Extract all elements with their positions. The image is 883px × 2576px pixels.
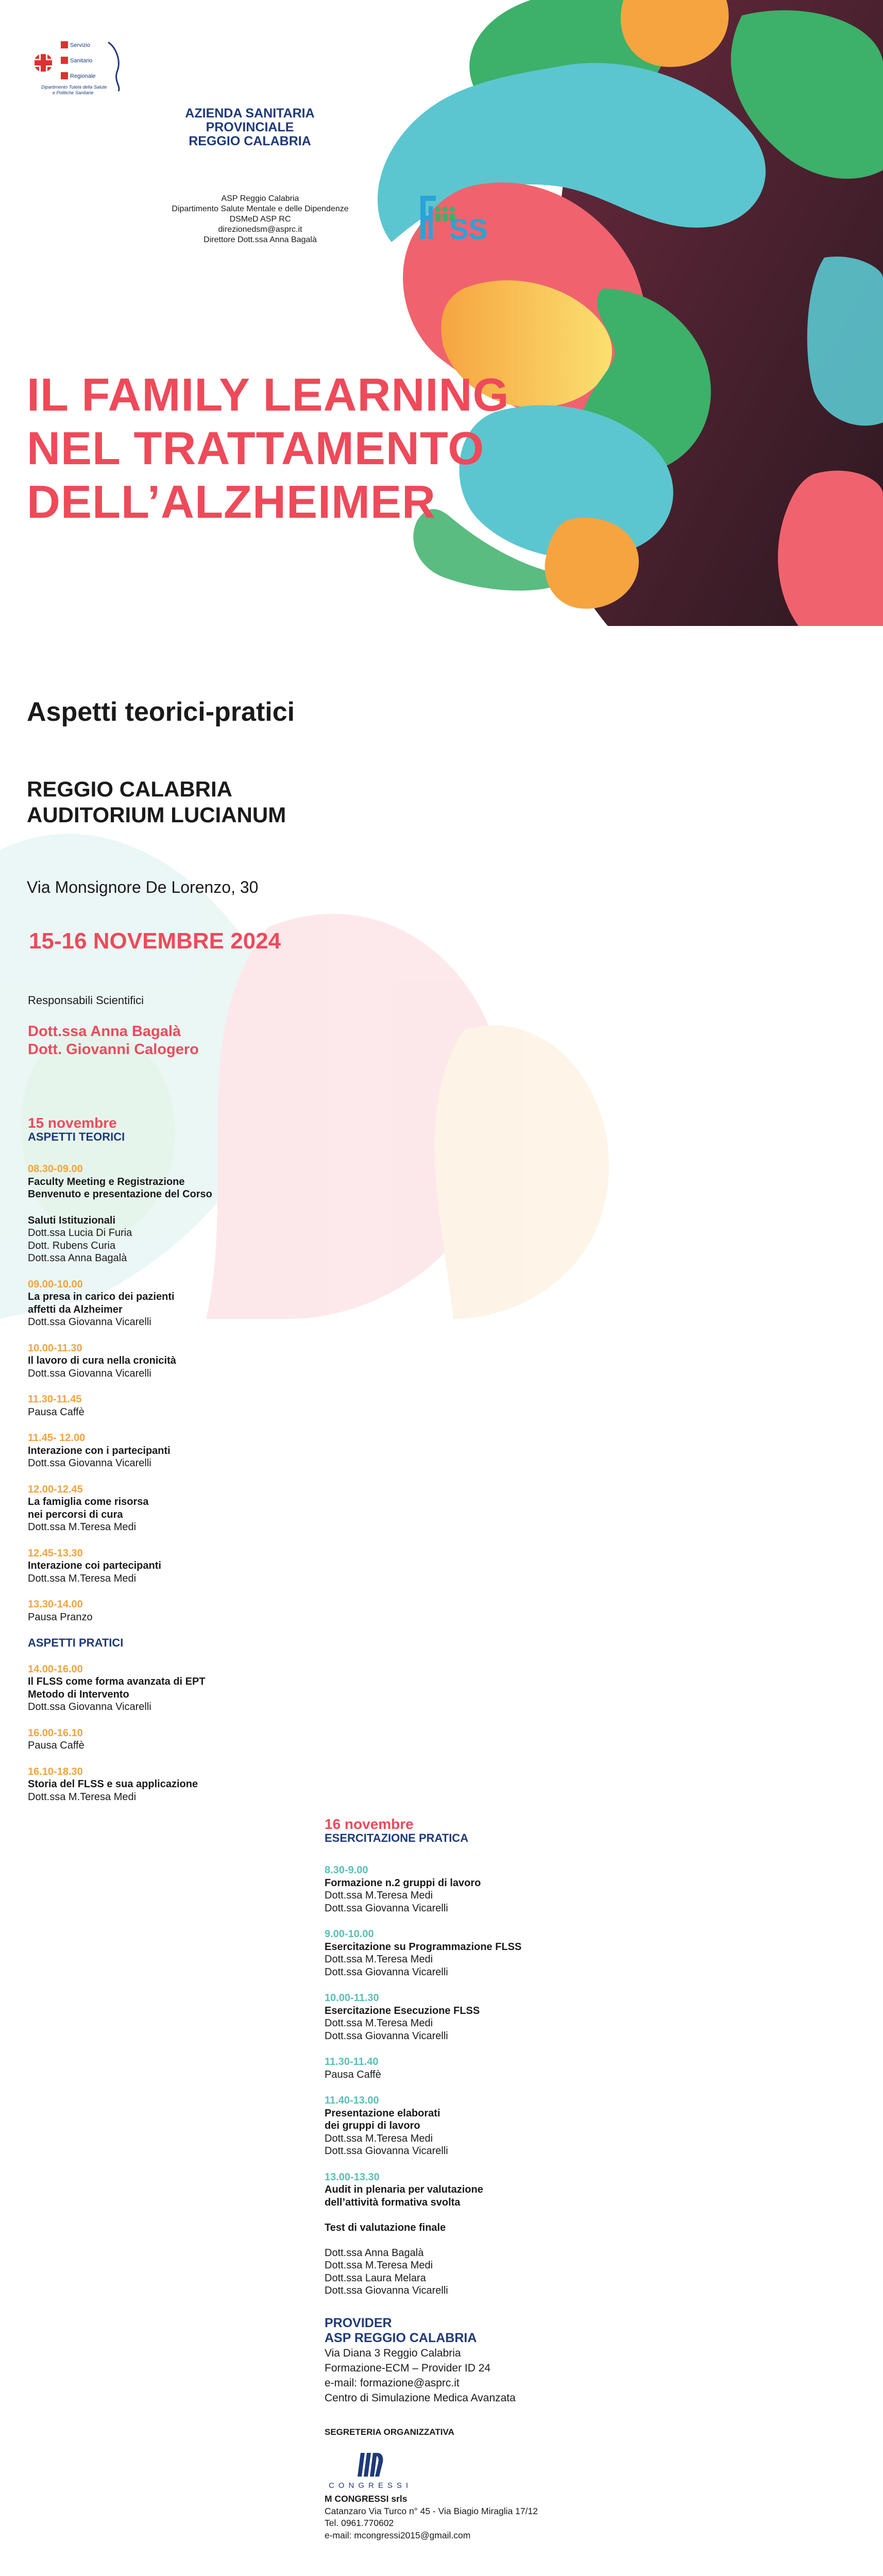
slot-title: Benvenuto e presentazione del Corso	[28, 1189, 212, 1200]
provider-email[interactable]: e-mail: formazione@asprc.it	[325, 2377, 460, 2389]
main-title-line: IL FAMILY LEARNING	[27, 369, 510, 421]
mcongressi-logo-text: CONGRESSI	[329, 2481, 413, 2490]
slot-person: Pausa Caffè	[28, 1740, 84, 1751]
slot-time: 08.30-09.00	[28, 1163, 83, 1175]
mcongressi-logo-icon	[325, 2447, 428, 2493]
asp-info-line: DSMeD ASP RC	[229, 215, 291, 224]
asp-title-line: REGGIO CALABRIA	[189, 134, 311, 148]
day1-section: ASPETTI TEORICI	[28, 1130, 125, 1143]
schedule-slot	[325, 2056, 613, 2081]
venue	[27, 776, 883, 828]
schedule-slot	[325, 2171, 613, 2297]
slot-title: Test di valutazione finale	[325, 2222, 446, 2233]
slot-time: 9.00-10.00	[325, 1928, 374, 1940]
venue-address: Via Monsignore De Lorenzo, 30	[27, 878, 259, 896]
subtitle: Aspetti teorici-pratici	[27, 697, 295, 727]
resp-name: Dott. Giovanni Calogero	[28, 1041, 199, 1058]
schedule-slot	[28, 1393, 316, 1418]
day1-section2: ASPETTI PRATICI	[28, 1636, 124, 1649]
mcongressi-line: Catanzaro Via Turco n° 45 - Via Biagio Miraglia 17/12	[325, 2505, 538, 2516]
slot-title: Metodo di Intervento	[28, 1688, 129, 1700]
slot-person: Dott.ssa Giovanna Vicarelli	[325, 2145, 448, 2157]
slot-person: Pausa Pranzo	[28, 1611, 93, 1623]
slot-time: 8.30-9.00	[325, 1865, 368, 1876]
provider-name: ASP REGGIO CALABRIA	[325, 2330, 477, 2345]
flss-logo-icon	[417, 191, 489, 244]
slot-time: 11.30-11.45	[28, 1394, 82, 1405]
day1-date: 15 novembre	[28, 1115, 117, 1131]
slot-title: Formazione n.2 gruppi di lavoro	[325, 1877, 481, 1889]
slot-person: Dott.ssa Giovanna Vicarelli	[28, 1458, 151, 1469]
ssr-logo-line3: Regionale	[70, 73, 96, 79]
slot-person: Dott.ssa M.Teresa Medi	[325, 1890, 433, 1901]
slot-person: Dott.ssa M.Teresa Medi	[325, 1954, 433, 1965]
slot-person: Dott.ssa M.Teresa Medi	[325, 2260, 433, 2271]
asp-title-line: AZIENDA SANITARIA	[185, 106, 315, 121]
slot-time: 11.30-11.40	[325, 2056, 379, 2067]
resp-label: Responsabili Scientifici	[28, 994, 144, 1007]
asp-title-line: PROVINCIALE	[206, 120, 294, 134]
day2-section: ESERCITAZIONE PRATICA	[325, 1832, 469, 1844]
provider-line: Centro di Simulazione Medica Avanzata	[325, 2392, 516, 2404]
ssr-logo-caption1: Dipartimento Tutela della Salute	[41, 84, 107, 90]
slot-person: Dott.ssa M.Teresa Medi	[28, 1572, 137, 1584]
resp-names	[28, 1023, 883, 1059]
slot-title: affetti da Alzheimer	[28, 1303, 123, 1315]
schedule-slot	[28, 1278, 316, 1329]
slot-title	[325, 2209, 613, 2222]
slot-title: La famiglia come risorsa	[28, 1496, 149, 1507]
programme-day1	[28, 1115, 316, 1803]
asp-title	[165, 107, 335, 148]
slot-person: Dott.ssa Lucia Di Furia	[28, 1227, 132, 1239]
slot-title: Il lavoro di cura nella cronicità	[28, 1355, 176, 1366]
slot-person: Dott.ssa M.Teresa Medi	[28, 1791, 137, 1803]
ssr-logo-caption2: e Politiche Sanitarie	[53, 90, 94, 95]
main-title-line: DELL’ALZHEIMER	[27, 477, 436, 528]
schedule-slot	[325, 2094, 613, 2158]
slot-person: Pausa Caffè	[28, 1406, 84, 1418]
venue-line: REGGIO CALABRIA	[27, 777, 232, 801]
main-title-line: NEL TRATTAMENTO	[27, 423, 485, 474]
slot-person: Dott.ssa Anna Bagalà	[325, 2247, 424, 2259]
slot-person: Dott.ssa Giovanna Vicarelli	[325, 2030, 448, 2042]
provider-block	[325, 2316, 613, 2405]
slot-title: Esercitazione Esecuzione FLSS	[325, 2005, 480, 2016]
slot-title: Esercitazione su Programmazione FLSS	[325, 1941, 522, 1953]
schedule-slot	[28, 1663, 316, 1714]
slot-time: 11.45- 12.00	[28, 1432, 86, 1444]
ssr-logo-icon	[31, 37, 134, 96]
slot-title: nei percorsi di cura	[28, 1509, 123, 1520]
svg-text:SS: SS	[449, 213, 488, 244]
schedule-slot	[28, 1163, 316, 1201]
venue-line: AUDITORIUM LUCIANUM	[27, 803, 286, 827]
schedule-slot	[28, 1432, 316, 1470]
slot-person: Dott. Rubens Curia	[28, 1240, 116, 1251]
slot-time: 13.30-14.00	[28, 1599, 83, 1610]
slot-title: Il FLSS come forma avanzata di EPT	[28, 1676, 206, 1687]
slot-time: 12.45-13.30	[28, 1547, 83, 1559]
provider-title: PROVIDER	[325, 2315, 392, 2330]
slot-time: 16.00-16.10	[28, 1727, 83, 1739]
slot-title: dell’attività formativa svolta	[325, 2196, 461, 2208]
main-title	[27, 368, 568, 529]
slot-title: Faculty Meeting e Registrazione	[28, 1176, 185, 1188]
slot-person: Dott.ssa M.Teresa Medi	[28, 1521, 137, 1533]
slot-person: Pausa Caffè	[325, 2069, 381, 2080]
ssr-logo	[31, 37, 134, 96]
asp-info-line: Direttore Dott.ssa Anna Bagalà	[203, 235, 317, 244]
slot-time: 12.00-12.45	[28, 1483, 83, 1495]
slot-time: 16.10-18.30	[28, 1766, 83, 1777]
schedule-slot	[28, 1483, 316, 1534]
provider-line: Formazione-ECM – Provider ID 24	[325, 2362, 491, 2374]
slot-title: Saluti Istituzionali	[28, 1214, 116, 1226]
schedule-slot	[28, 1766, 316, 1804]
slot-person: Dott.ssa Giovanna Vicarelli	[28, 1367, 151, 1379]
schedule-slot	[325, 1864, 613, 1914]
slot-person: Dott.ssa Anna Bagalà	[28, 1252, 127, 1264]
slot-title: Storia del FLSS e sua applicazione	[28, 1778, 198, 1790]
slot-time: 11.40-13.00	[325, 2095, 379, 2106]
schedule-slot	[325, 1928, 613, 1978]
day2-date: 16 novembre	[325, 1816, 414, 1832]
slot-person	[325, 2234, 613, 2247]
resp-name: Dott.ssa Anna Bagalà	[28, 1023, 181, 1040]
slot-title: dei gruppi di lavoro	[325, 2120, 420, 2131]
asp-info-line: ASP Reggio Calabria	[221, 194, 299, 203]
slot-time: 09.00-10.00	[28, 1278, 83, 1290]
programme-day2	[325, 1817, 613, 2541]
slot-time: 10.00-11.30	[325, 1992, 379, 2004]
asp-info-email[interactable]: direzionedsm@asprc.it	[218, 225, 302, 234]
asp-info-line: Dipartimento Salute Mentale e delle Dipendenze	[172, 205, 349, 213]
schedule-slot	[28, 1727, 316, 1752]
slot-title: Interazione con i partecipanti	[28, 1445, 171, 1456]
slot-person: Dott.ssa Giovanna Vicarelli	[28, 1701, 151, 1713]
ssr-logo-line2: Sanitario	[70, 58, 93, 64]
segreteria-label: SEGRETERIA ORGANIZZATIVA	[325, 2427, 454, 2437]
day1-slots	[28, 1163, 316, 1623]
slot-title: La presa in carico dei pazienti	[28, 1291, 175, 1302]
slot-title: Presentazione elaborati	[325, 2107, 440, 2119]
slot-time: 14.00-16.00	[28, 1663, 83, 1675]
provider-line: Via Diana 3 Reggio Calabria	[325, 2347, 461, 2359]
ssr-logo-line1: Servizio	[70, 42, 91, 48]
slot-person: Dott.ssa Giovanna Vicarelli	[325, 1966, 448, 1978]
slot-person: Dott.ssa Giovanna Vicarelli	[325, 1902, 448, 1914]
slot-title: Interazione coi partecipanti	[28, 1560, 161, 1571]
mcongressi-logo	[325, 2447, 428, 2493]
flss-logo	[417, 191, 489, 244]
mcongressi-email[interactable]: e-mail: mcongressi2015@gmail.com	[325, 2530, 471, 2540]
mcongressi-name: M CONGRESSI srls	[325, 2494, 407, 2504]
schedule-slot	[325, 1992, 613, 2042]
slot-person: Dott.ssa Giovanna Vicarelli	[325, 2285, 448, 2296]
event-dates: 15-16 NOVEMBRE 2024	[29, 928, 281, 954]
slot-time: 13.00-13.30	[325, 2171, 380, 2183]
schedule-slot	[28, 1598, 316, 1623]
asp-info	[155, 194, 366, 245]
slot-person: Dott.ssa Giovanna Vicarelli	[28, 1316, 151, 1328]
day1-slots2	[28, 1663, 316, 1804]
slot-person: Dott.ssa M.Teresa Medi	[325, 2132, 433, 2144]
schedule-slot	[28, 1342, 316, 1380]
slot-person: Dott.ssa Laura Melara	[325, 2272, 426, 2284]
slot-time: 10.00-11.30	[28, 1342, 82, 1354]
day2-slots	[325, 1864, 613, 2297]
schedule-slot	[28, 1547, 316, 1585]
slot-person: Dott.ssa M.Teresa Medi	[325, 2018, 433, 2029]
mcongressi-line: Tel. 0961.770602	[325, 2518, 394, 2528]
slot-title: Audit in plenaria per valutazione	[325, 2184, 483, 2195]
schedule-slot	[28, 1214, 316, 1265]
